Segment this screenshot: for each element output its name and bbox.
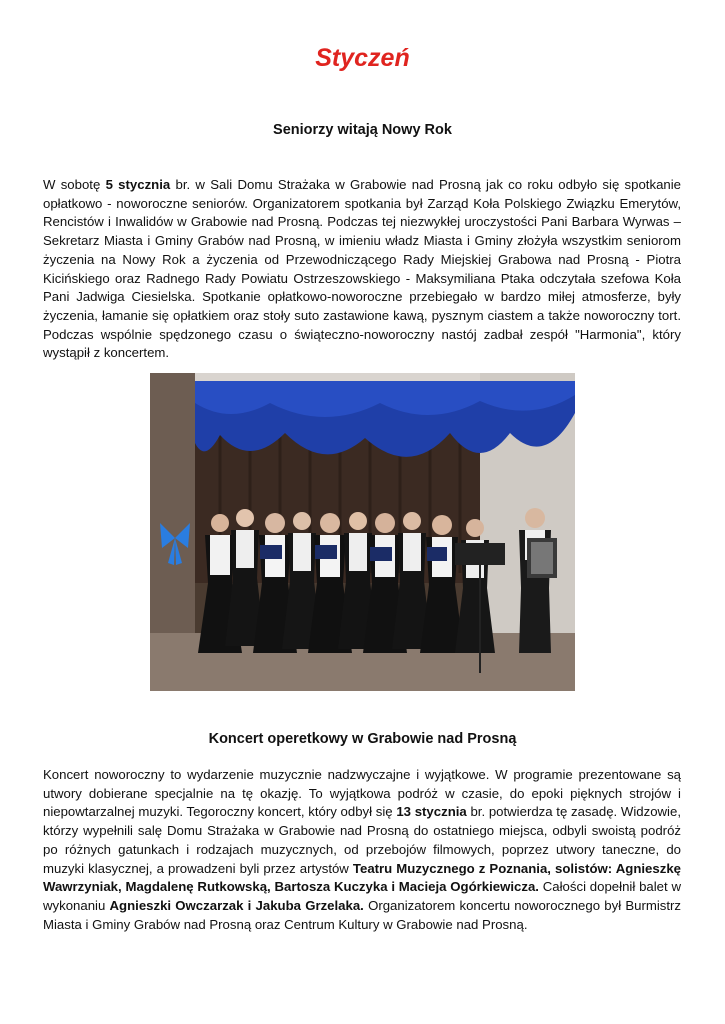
bold-text-run: Teatru Muzycznego z Poznania, solistów: Agnieszkę Wawrzyniak, Magdalenę Rutkowską, Bartosza Kuczyka i Macieja Ogórkiewicza.	[43, 860, 681, 895]
text-run: br. potwierdza tę zasadę. Widzowie, którzy wypełnili salę Domu Strażaka w Grabowie nad Prosną do ostatniego miejsca, odbyli swoistą podróż po różnych gatunkach i rodzajach muzycznych, od przebojów filmowych, poprzez utwory taneczne, do muzyki klasycznej, a prowadzeni byli przez artystów	[43, 804, 681, 876]
section1-paragraph	[43, 176, 681, 363]
text-run: br. w Sali Domu Strażaka w Grabowie nad Prosną jak co roku odbyło się spotkanie opłatkowo - noworoczne seniorów. Organizatorem spotkania był Zarząd Koła Polskiego Związku Emerytów, Rencistów i Inwalidów w Grabowie nad Prosną. Podczas tej niezwykłej uroczystości Pani Barbara Wyrwas – Sekretarz Miasta i Gminy Grabów nad Prosną, w imieniu władz Miasta i Gminy złożyła wszystkim seniorom życzenia na Nowy Rok a życzenia od Przewodniczącego Rady Miejskiej Grabowa nad Prosną - Piotra Kicińskiego oraz Radnego Rady Powiatu Ostrzeszowskiego - Maksymiliana Ptaka odczytała szefowa Koła Pani Jadwiga Ciesielska. Spotkanie opłatkowo-noworoczne przebiegało w bardzo miłej atmosferze, były życzenia, łamanie się opłatkiem oraz stoły suto zastawione kawą, pysznym ciastem a także noworoczny tort. Podczas wspólnie spędzonego czasu o świąteczno-noworoczny nastój zadbał zespół "Harmonia", który wystąpił z koncertem.	[43, 177, 681, 361]
section2-heading: Koncert operetkowy w Grabowie nad Prosną	[208, 731, 517, 747]
text-run: Całości dopełnił balet w wykonaniu	[43, 879, 681, 913]
text-run: W sobotę	[43, 177, 106, 192]
choir-photo	[150, 373, 575, 691]
page-title: Styczeń	[315, 44, 410, 72]
section1-heading: Seniorzy witają Nowy Rok	[273, 122, 452, 138]
section2-paragraph	[43, 766, 681, 934]
bold-text-run: 5 stycznia	[105, 177, 171, 192]
bold-text-run: Agnieszki Owczarzak i Jakuba Grzelaka.	[109, 897, 364, 913]
bold-text-run: 13 stycznia	[396, 804, 467, 820]
text-run: Organizatorem koncertu noworocznego był Burmistrz Miasta i Gminy Grabów nad Prosną oraz Centrum Kultury w Grabowie nad Prosną.	[43, 897, 682, 932]
text-run: Koncert noworoczny to wydarzenie muzycznie nadzwyczajne i wyjątkowe. W programie prezentowane są utwory dobierane specjalnie na tę okazję. To wyjątkowa podróż w czasie, do epoki pięknych strojów i niepowtarzalnej muzyki. Tegoroczny koncert, który odbył się	[43, 767, 681, 820]
